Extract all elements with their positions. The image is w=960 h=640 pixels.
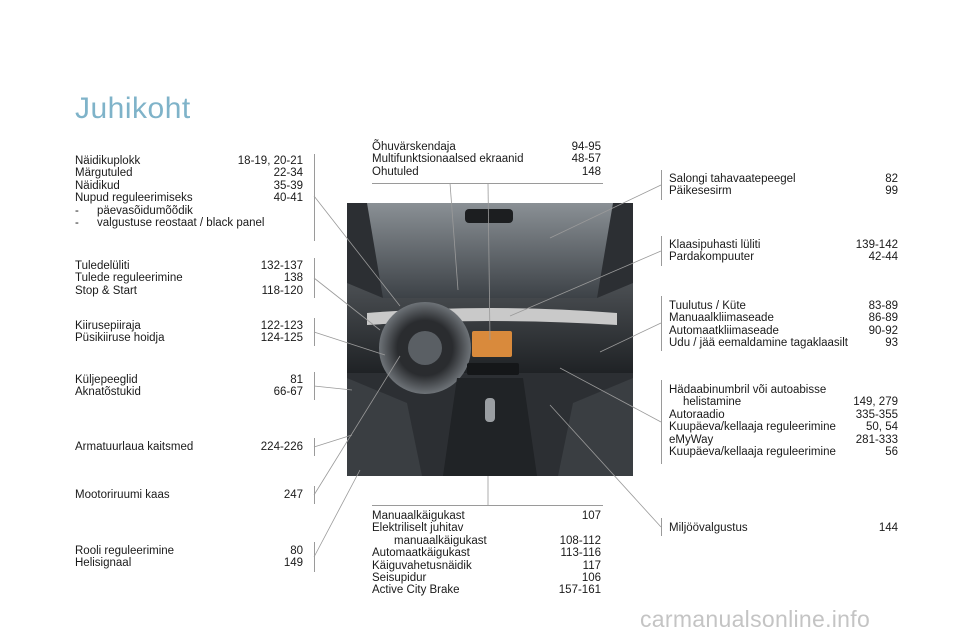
index-row[interactable]: Päikesesirm 99 — [669, 185, 898, 198]
index-row[interactable]: Küljepeeglid 81 — [75, 374, 303, 386]
index-row[interactable]: Klaasipuhasti lüliti 139-142 — [669, 239, 898, 251]
index-row[interactable]: Mootoriruumi kaas 247 — [75, 489, 303, 501]
index-row[interactable]: Udu / jää eemaldamine tagaklaasilt 93 — [669, 337, 898, 350]
index-row[interactable]: Kiirusepiiraja 122-123 — [75, 320, 303, 332]
index-row[interactable]: Stop & Start 118-120 — [75, 284, 303, 297]
index-row[interactable]: helistamine 149, 279 — [683, 396, 898, 409]
index-row[interactable]: Märgutuled 22-34 — [75, 167, 303, 180]
index-subrow: - valgustuse reostaat / black panel — [75, 217, 303, 229]
index-row[interactable]: Automaatkliimaseade 90-92 — [669, 324, 898, 337]
index-row[interactable]: Nupud reguleerimiseks 40-41 — [75, 192, 303, 205]
index-row[interactable]: Manuaalkliimaseade 86-89 — [669, 312, 898, 325]
index-subrow: - päevasõidumõõdik — [75, 205, 303, 217]
index-row[interactable]: Armatuurlaua kaitsmed 224-226 — [75, 441, 303, 453]
index-row[interactable]: Hädaabinumbril või autoabisse — [669, 384, 827, 396]
index-row[interactable]: Autoraadio 335-355 — [669, 408, 898, 421]
index-row[interactable]: Multifunktsionaalsed ekraanid 48-57 — [372, 153, 601, 166]
index-row[interactable]: Kuupäeva/kellaaja reguleerimine 50, 54 — [669, 421, 898, 434]
index-row[interactable]: Seisupidur 106 — [372, 572, 601, 585]
index-row[interactable]: Manuaalkäigukast 107 — [372, 510, 601, 522]
index-row[interactable]: Püsikiiruse hoidja 124-125 — [75, 332, 303, 345]
index-row[interactable]: Pardakompuuter 42-44 — [669, 251, 898, 264]
index-row[interactable]: Käiguvahetusnäidik 117 — [372, 559, 601, 572]
index-row[interactable]: Elektriliselt juhitav — [372, 522, 464, 535]
index-row[interactable]: Kuupäeva/kellaaja reguleerimine 56 — [669, 446, 898, 459]
index-row[interactable]: Tuulutus / Küte 83-89 — [669, 300, 898, 312]
page-title: Juhikoht — [75, 92, 191, 125]
index-row[interactable]: Tuledelüliti 132-137 — [75, 260, 303, 272]
index-row[interactable]: Miljöövalgustus 144 — [669, 522, 898, 534]
index-row[interactable]: eMyWay 281-333 — [669, 433, 898, 446]
index-row[interactable]: Näidikud 35-39 — [75, 179, 303, 192]
index-row[interactable]: Tulede reguleerimine 138 — [75, 272, 303, 285]
index-row[interactable]: Active City Brake 157-161 — [372, 584, 601, 597]
watermark: carmanualsonline.info — [640, 606, 871, 632]
index-row[interactable]: Näidikuplokk 18-19, 20-21 — [75, 155, 303, 167]
index-row[interactable]: manuaalkäigukast 108-112 — [394, 534, 601, 547]
index-row[interactable]: Salongi tahavaatepeegel 82 — [669, 173, 898, 185]
index-row[interactable]: Ohutuled 148 — [372, 165, 601, 178]
index-row[interactable]: Rooli reguleerimine 80 — [75, 545, 303, 557]
index-row[interactable]: Helisignaal 149 — [75, 557, 303, 570]
index-row[interactable]: Õhuvärskendaja 94-95 — [372, 141, 601, 153]
index-row[interactable]: Aknatõstukid 66-67 — [75, 386, 303, 399]
index-row[interactable]: Automaatkäigukast 113-116 — [372, 547, 601, 560]
